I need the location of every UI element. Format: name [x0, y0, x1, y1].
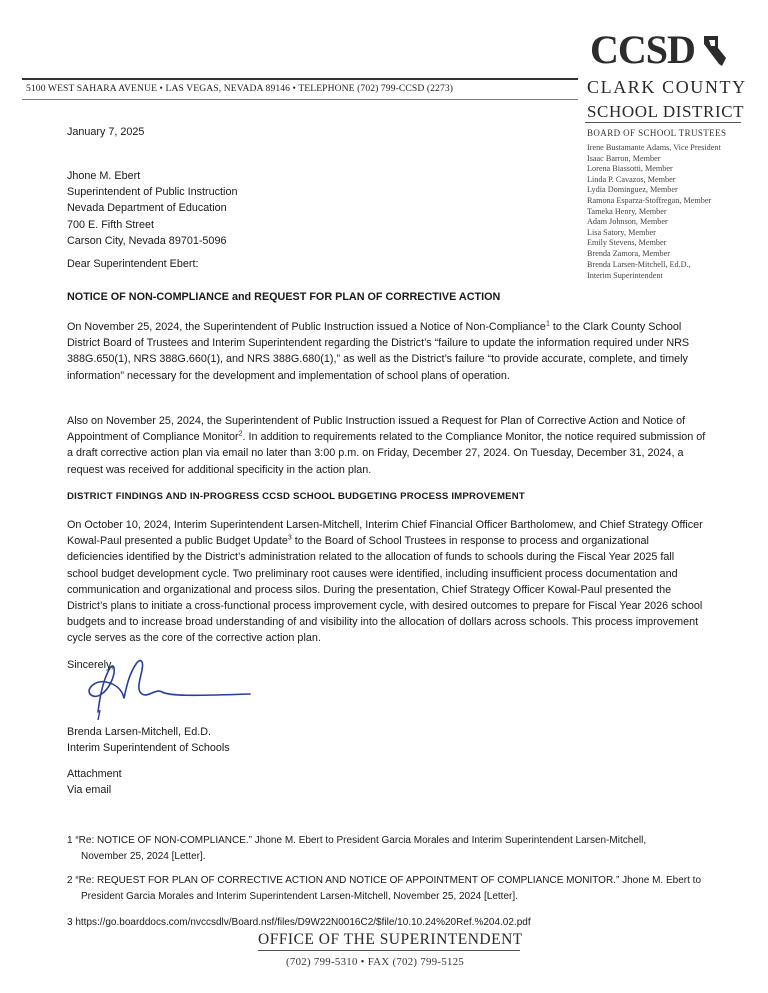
footnote-text: November 25, 2024 [Letter].	[81, 851, 206, 862]
ccsd-logo	[590, 27, 740, 80]
header-address: 5100 WEST SAHARA AVENUE • LAS VEGAS, NEVADA 89146 • TELEPHONE (702) 799-CCSD (2273)	[26, 83, 454, 94]
letter-date: January 7, 2025	[67, 126, 145, 138]
footnote-text: 1 “Re: NOTICE OF NON-COMPLIANCE.” Jhone M. Ebert to President Garcia Morales and Interim Superintendent Larsen-Mitchell,	[67, 835, 647, 846]
board-member: Lisa Satory, Member	[587, 227, 656, 237]
section-heading-findings: DISTRICT FINDINGS AND IN-PROGRESS CCSD SCHOOL BUDGETING PROCESS IMPROVEMENT	[67, 491, 525, 502]
footer-rule	[258, 950, 520, 951]
signer-name: Brenda Larsen-Mitchell, Ed.D.	[67, 726, 212, 738]
footnote-text: President Garcia Morales and Interim Superintendent Larsen-Mitchell, November 25, 2024 [Letter].	[81, 891, 518, 902]
signature-image	[70, 650, 260, 720]
attachment-note: Attachment	[67, 768, 122, 780]
paragraph-text: to the Clark County School District Board of Trustees and Interim Superintendent regarding the District’s “failure to update the information required under NRS 388G.650(1), NRS 388G.660(1), and NRS 388G.680(1),” as well as the District’s failure “to provide accurate, complete, and timely information” necessary for the development and implementation of school plans of operation.	[67, 321, 690, 382]
paragraph-notice	[67, 319, 707, 384]
footnote-marker: 3	[287, 534, 292, 542]
header-bottom-rule	[22, 99, 578, 100]
section-heading-notice: NOTICE OF NON-COMPLIANCE and REQUEST FOR PLAN OF CORRECTIVE ACTION	[67, 291, 501, 303]
paragraph-text: . In addition to requirements related to the Compliance Monitor, the notice required submission of a draft corrective action plan via email no later than 3:00 p.m. on Friday, December 27, 2024. On Tuesday, December 31, 2024, a request was received for additional specificity in the action plan.	[67, 431, 706, 476]
header-top-rule	[22, 78, 578, 80]
footnote-text: 2 “Re: REQUEST FOR PLAN OF CORRECTIVE ACTION AND NOTICE OF APPOINTMENT OF COMPLIANCE MONITOR.” Jhone M. Ebert to	[67, 875, 701, 886]
board-member: Emily Stevens, Member	[587, 238, 667, 248]
signer-block	[67, 724, 230, 756]
footnote-marker: 2	[238, 430, 243, 438]
board-member: Lydia Dominguez, Member	[587, 185, 678, 195]
paragraph-text: Also on November 25, 2024, the Superintendent of Public Instruction issued a Request for Plan of Corrective Action and Notice of Appointment of Compliance Monitor	[67, 415, 686, 444]
interim-title: Interim Superintendent	[587, 270, 663, 280]
board-member: Tameka Henry, Member	[587, 206, 667, 216]
footnote-2	[67, 873, 707, 905]
enclosure-block	[67, 766, 122, 798]
board-member: Irene Bustamante Adams, Vice President	[587, 143, 721, 152]
paragraph-request	[67, 413, 707, 478]
interim-superintendent-block	[587, 260, 691, 281]
signer-title: Interim Superintendent of Schools	[67, 742, 230, 755]
footnote-link[interactable]: 3 https://go.boarddocs.com/nvccsdlv/Board.nsf/files/D9W22N0016C2/$file/10.10.24%20Ref.%204.02.pdf	[67, 917, 531, 928]
board-member: Brenda Zamora, Member	[587, 248, 670, 258]
closing: Sincerely,	[67, 659, 114, 671]
recipient-line: Superintendent of Public Instruction	[67, 186, 238, 199]
district-rule	[585, 122, 741, 123]
board-member: Adam Johnson, Member	[587, 217, 668, 227]
salutation: Dear Superintendent Ebert:	[67, 258, 199, 270]
board-member-list	[587, 143, 721, 260]
footer-office-title: OFFICE OF THE SUPERINTENDENT	[258, 931, 523, 948]
board-member: Isaac Barron, Member	[587, 153, 661, 163]
footnote-marker: 1	[545, 320, 550, 328]
paragraph-text: to the Board of School Trustees in response to process and organizational deficiencies identified by the District’s administration related to the allocation of funds to schools during the Fiscal Year 2025 fall school budget development cycle. Two preliminary root causes were identified, including insufficient process documentation and communication and organizational and process silos. During the presentation, Chief Strategy Officer Kowal-Paul presented the District’s plans to initiate a cross-functional process improvement cycle, with desired outcomes to prepare for Fiscal Year 2026 school budgets and to increase broad understanding of and visibility into the allocation of dollars across schools. This process improvement cycle serves as the core of the corrective action plan.	[67, 535, 703, 645]
footer-phone-numbers: (702) 799-5310 • FAX (702) 799-5125	[286, 956, 465, 968]
board-member: Ramona Esparza-Stoffregan, Member	[587, 195, 712, 205]
footnote-1	[67, 833, 707, 865]
recipient-line: Carson City, Nevada 89701-5096	[67, 234, 227, 247]
district-name-line1: CLARK COUNTY	[587, 77, 747, 97]
paragraph-findings	[67, 517, 707, 647]
paragraph-text: On November 25, 2024, the Superintendent of Public Instruction issued a Notice of Non-Compliance	[67, 321, 546, 333]
nevada-state-icon	[702, 34, 728, 68]
recipient-line: Nevada Department of Education	[67, 202, 227, 215]
recipient-line: 700 E. Fifth Street	[67, 218, 155, 231]
board-member: Linda P. Cavazos, Member	[587, 174, 676, 184]
district-name-line2: SCHOOL DISTRICT	[587, 102, 745, 121]
footnote-3	[67, 915, 707, 931]
interim-name: Brenda Larsen-Mitchell, Ed.D.,	[587, 260, 691, 269]
board-title: BOARD OF SCHOOL TRUSTEES	[587, 128, 727, 138]
logo-text: CCSD	[590, 27, 695, 72]
recipient-address	[67, 168, 237, 249]
board-member: Lorena Biassotti, Member	[587, 164, 673, 174]
paragraph-text: On October 10, 2024, Interim Superintendent Larsen-Mitchell, Interim Chief Financial Officer Bartholomew, and Chief Strategy Officer Kowal-Paul presented a public Budget Update	[67, 519, 703, 548]
delivery-note: Via email	[67, 784, 112, 797]
recipient-line: Jhone M. Ebert	[67, 170, 141, 182]
